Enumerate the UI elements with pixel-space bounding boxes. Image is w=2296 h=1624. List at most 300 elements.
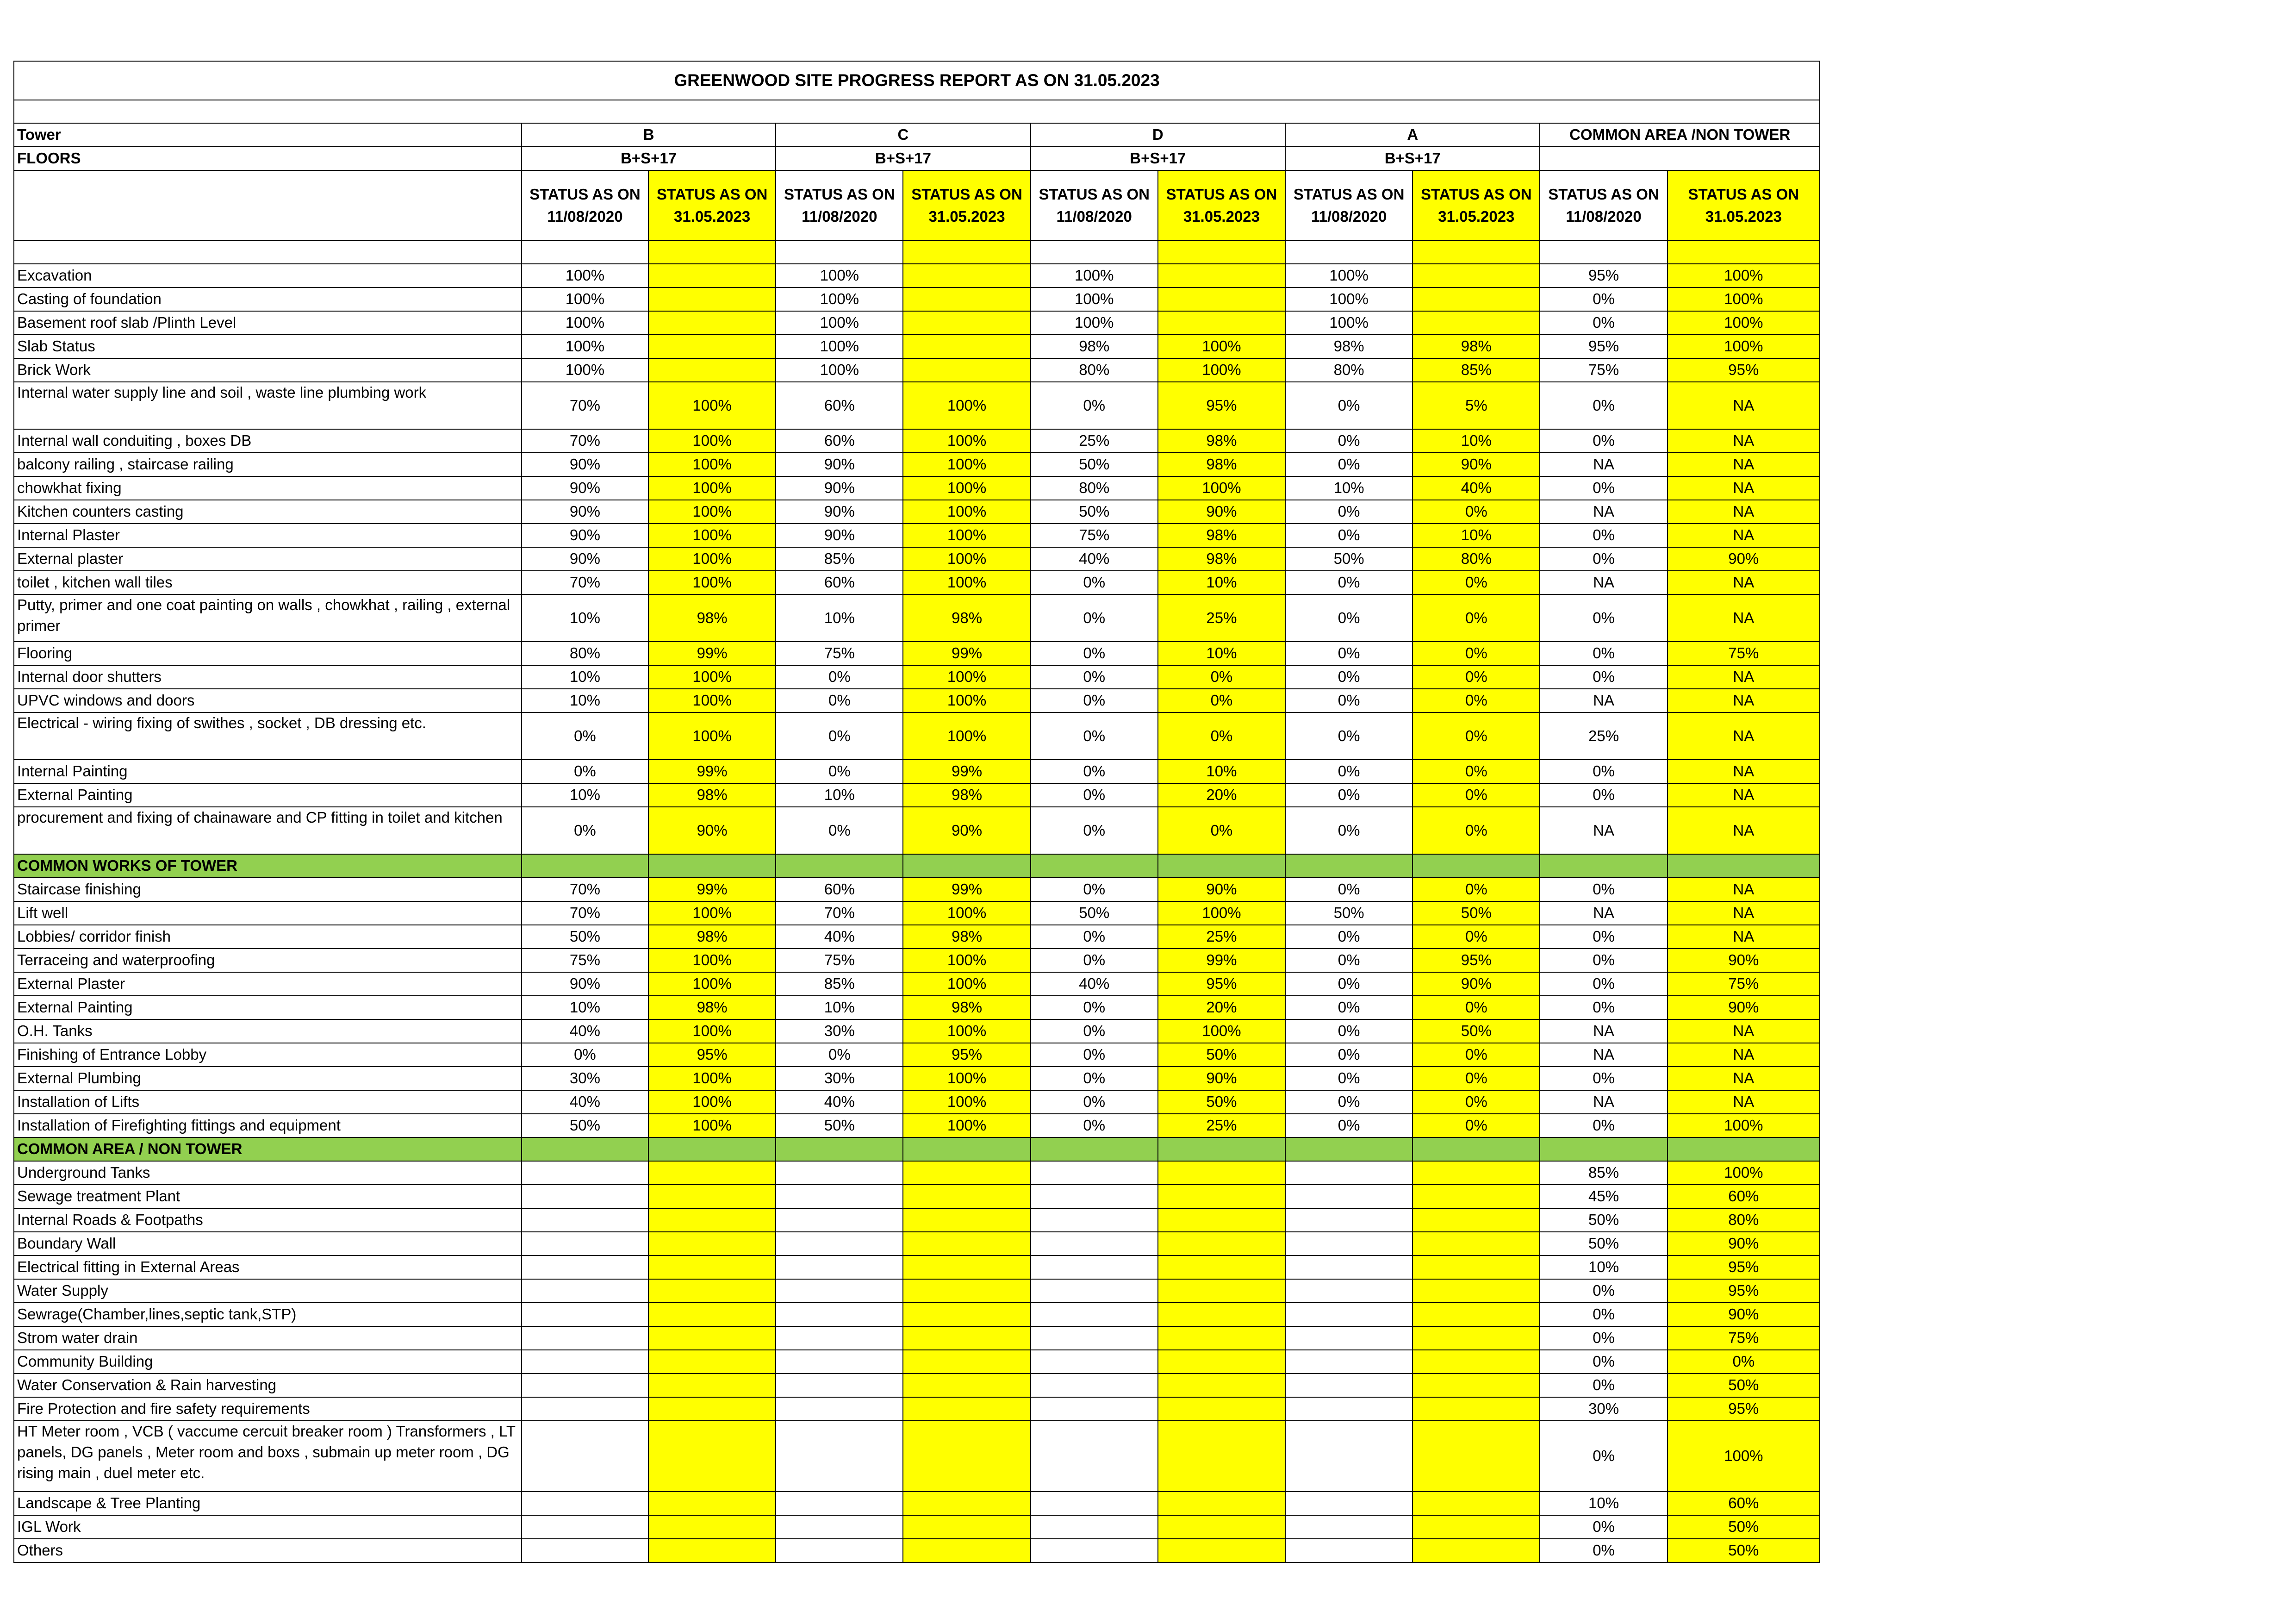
- status-new-cell: 50%: [1668, 1515, 1820, 1539]
- status-old-cell: NA: [1540, 1019, 1667, 1043]
- status-old-cell: 90%: [522, 524, 648, 547]
- status-old-cell: 50%: [1031, 453, 1158, 476]
- status-old-cell: 90%: [522, 547, 648, 571]
- status-old-cell: NA: [1540, 1043, 1667, 1067]
- status-old-cell: [1285, 1350, 1412, 1374]
- activity-label: Slab Status: [14, 335, 522, 358]
- status-old-cell: 60%: [776, 429, 903, 453]
- activity-label: Others: [14, 1539, 522, 1562]
- status-old-cell: 95%: [1540, 264, 1667, 287]
- status-new-cell: [903, 287, 1030, 311]
- status-new-cell: 75%: [1668, 1326, 1820, 1350]
- status-new-cell: 50%: [1158, 1090, 1285, 1114]
- status-new-cell: 100%: [903, 712, 1030, 760]
- activity-label: Lift well: [14, 901, 522, 925]
- status-old-cell: NA: [1540, 500, 1667, 524]
- status-old-cell: 0%: [1540, 760, 1667, 783]
- status-old-cell: 0%: [1540, 1539, 1667, 1562]
- section-fill-cell: [903, 1137, 1030, 1161]
- status-old-cell: 80%: [1285, 358, 1412, 382]
- status-new-cell: 90%: [1668, 996, 1820, 1019]
- table-row: [14, 429, 1820, 453]
- activity-label: Electrical - wiring fixing of swithes , socket , DB dressing etc.: [14, 712, 522, 760]
- status-new-cell: 100%: [903, 476, 1030, 500]
- status-new-cell: NA: [1668, 382, 1820, 429]
- status-old-cell: 40%: [1031, 972, 1158, 996]
- status-new-cell: NA: [1668, 689, 1820, 712]
- status-old-cell: 0%: [1540, 1421, 1667, 1492]
- status-old-cell: [776, 1232, 903, 1255]
- status-header-old: STATUS AS ON 11/08/2020: [1540, 170, 1667, 241]
- status-new-cell: 98%: [1158, 453, 1285, 476]
- status-new-cell: [1158, 1232, 1285, 1255]
- status-new-cell: 100%: [903, 571, 1030, 594]
- status-new-cell: NA: [1668, 500, 1820, 524]
- status-header-new: STATUS AS ON 31.05.2023: [1158, 170, 1285, 241]
- status-new-cell: 0%: [1412, 783, 1540, 807]
- section-title: COMMON AREA / NON TOWER: [14, 1137, 522, 1161]
- status-new-cell: [903, 1279, 1030, 1303]
- status-old-cell: 85%: [776, 972, 903, 996]
- status-old-cell: [1031, 1397, 1158, 1421]
- status-old-cell: 0%: [1540, 1515, 1667, 1539]
- status-new-cell: 95%: [903, 1043, 1030, 1067]
- status-header-new: STATUS AS ON 31.05.2023: [648, 170, 776, 241]
- status-header-new: STATUS AS ON 31.05.2023: [1412, 170, 1540, 241]
- activity-label: toilet , kitchen wall tiles: [14, 571, 522, 594]
- status-new-cell: 100%: [903, 547, 1030, 571]
- status-old-cell: 80%: [1031, 358, 1158, 382]
- status-header-blank: [14, 170, 522, 241]
- status-old-cell: [522, 1303, 648, 1326]
- status-new-cell: 95%: [1158, 382, 1285, 429]
- status-old-cell: [1031, 1539, 1158, 1562]
- status-old-cell: 85%: [776, 547, 903, 571]
- status-new-cell: 5%: [1412, 382, 1540, 429]
- section-fill-cell: [1412, 1137, 1540, 1161]
- status-old-cell: 0%: [1540, 429, 1667, 453]
- status-new-cell: NA: [1668, 594, 1820, 642]
- status-old-cell: [1285, 1492, 1412, 1515]
- status-old-cell: 30%: [776, 1019, 903, 1043]
- status-old-cell: 60%: [776, 571, 903, 594]
- status-new-cell: 0%: [1412, 807, 1540, 854]
- status-new-cell: [903, 1161, 1030, 1185]
- table-row: [14, 1539, 1820, 1562]
- status-old-cell: 40%: [776, 925, 903, 949]
- status-new-cell: [903, 1303, 1030, 1326]
- status-new-cell: [1412, 1421, 1540, 1492]
- status-old-cell: 90%: [522, 500, 648, 524]
- status-old-cell: 0%: [1285, 665, 1412, 689]
- tower-c-header: C: [776, 123, 1030, 147]
- table-row: [14, 311, 1820, 335]
- activity-label: Internal Painting: [14, 760, 522, 783]
- status-new-cell: 100%: [903, 453, 1030, 476]
- status-new-cell: 98%: [1412, 335, 1540, 358]
- status-new-cell: 0%: [1412, 500, 1540, 524]
- status-new-cell: NA: [1668, 783, 1820, 807]
- table-row: [14, 500, 1820, 524]
- activity-label: External Plaster: [14, 972, 522, 996]
- table-row: [14, 807, 1820, 854]
- status-old-cell: 50%: [1540, 1208, 1667, 1232]
- status-old-cell: 0%: [776, 689, 903, 712]
- status-new-cell: NA: [1668, 760, 1820, 783]
- status-old-cell: 0%: [1285, 972, 1412, 996]
- table-row: [14, 760, 1820, 783]
- status-new-cell: 90%: [1668, 949, 1820, 972]
- status-new-cell: NA: [1668, 1043, 1820, 1067]
- section-fill-cell: [1412, 854, 1540, 878]
- status-old-cell: 0%: [1285, 807, 1412, 854]
- table-row: [14, 712, 1820, 760]
- status-new-cell: [903, 1397, 1030, 1421]
- status-new-cell: 10%: [1412, 429, 1540, 453]
- status-new-cell: [1412, 1374, 1540, 1397]
- status-old-cell: 70%: [522, 429, 648, 453]
- status-new-cell: 100%: [903, 949, 1030, 972]
- table-row: [14, 689, 1820, 712]
- status-new-cell: 90%: [1412, 972, 1540, 996]
- status-new-cell: 75%: [1668, 642, 1820, 665]
- status-old-cell: 70%: [522, 382, 648, 429]
- status-new-cell: 25%: [1158, 925, 1285, 949]
- section-fill-cell: [522, 854, 648, 878]
- section-header-row: [14, 1137, 1820, 1161]
- table-row: [14, 972, 1820, 996]
- status-new-cell: 95%: [1412, 949, 1540, 972]
- activity-label: Internal Plaster: [14, 524, 522, 547]
- status-old-cell: 0%: [1031, 382, 1158, 429]
- status-new-cell: [1158, 1185, 1285, 1208]
- status-new-cell: 100%: [648, 524, 776, 547]
- activity-label: Lobbies/ corridor finish: [14, 925, 522, 949]
- table-row: [14, 949, 1820, 972]
- activity-label: External Painting: [14, 783, 522, 807]
- status-new-cell: 100%: [648, 382, 776, 429]
- blank-cell: [1031, 241, 1158, 264]
- status-old-cell: 0%: [1540, 1326, 1667, 1350]
- status-new-cell: 100%: [903, 901, 1030, 925]
- activity-label: Putty, primer and one coat painting on walls , chowkhat , railing , external primer: [14, 594, 522, 642]
- tower-b-header: B: [522, 123, 776, 147]
- table-row: [14, 1421, 1820, 1492]
- status-new-cell: 99%: [903, 642, 1030, 665]
- status-old-cell: 0%: [1540, 594, 1667, 642]
- section-fill-cell: [1031, 854, 1158, 878]
- status-old-cell: 40%: [522, 1090, 648, 1114]
- status-new-cell: NA: [1668, 807, 1820, 854]
- status-new-cell: 100%: [903, 1090, 1030, 1114]
- status-new-cell: [1412, 1161, 1540, 1185]
- activity-label: Electrical fitting in External Areas: [14, 1255, 522, 1279]
- status-old-cell: 25%: [1031, 429, 1158, 453]
- status-old-cell: NA: [1540, 901, 1667, 925]
- status-old-cell: 50%: [1540, 1232, 1667, 1255]
- status-old-cell: [1031, 1374, 1158, 1397]
- status-new-cell: 0%: [1158, 712, 1285, 760]
- status-new-cell: 98%: [903, 996, 1030, 1019]
- status-new-cell: NA: [1668, 925, 1820, 949]
- status-new-cell: [648, 335, 776, 358]
- status-old-cell: 0%: [1540, 1114, 1667, 1137]
- section-fill-cell: [1158, 854, 1285, 878]
- status-old-cell: 0%: [1540, 287, 1667, 311]
- status-old-cell: 100%: [1285, 264, 1412, 287]
- section-fill-cell: [776, 854, 903, 878]
- status-new-cell: [903, 264, 1030, 287]
- status-new-cell: 90%: [1412, 453, 1540, 476]
- status-old-cell: [1031, 1303, 1158, 1326]
- status-old-cell: 90%: [522, 453, 648, 476]
- table-row: [14, 358, 1820, 382]
- table-row: [14, 1185, 1820, 1208]
- status-old-cell: [1285, 1303, 1412, 1326]
- status-new-cell: 95%: [1668, 1397, 1820, 1421]
- status-old-cell: 0%: [1285, 925, 1412, 949]
- activity-label: Underground Tanks: [14, 1161, 522, 1185]
- activity-label: Flooring: [14, 642, 522, 665]
- status-new-cell: 10%: [1158, 571, 1285, 594]
- status-old-cell: [522, 1397, 648, 1421]
- status-new-cell: 10%: [1158, 642, 1285, 665]
- status-new-cell: 100%: [1668, 287, 1820, 311]
- activity-label: External Plumbing: [14, 1067, 522, 1090]
- status-old-cell: 10%: [522, 594, 648, 642]
- section-fill-cell: [1668, 854, 1820, 878]
- status-header-old: STATUS AS ON 11/08/2020: [776, 170, 903, 241]
- status-new-cell: [1158, 311, 1285, 335]
- status-old-cell: 0%: [1540, 1279, 1667, 1303]
- status-old-cell: 10%: [522, 665, 648, 689]
- status-new-cell: 100%: [648, 429, 776, 453]
- status-new-cell: NA: [1668, 476, 1820, 500]
- status-old-cell: [1031, 1208, 1158, 1232]
- activity-label: External plaster: [14, 547, 522, 571]
- status-old-cell: 80%: [522, 642, 648, 665]
- status-old-cell: 0%: [1285, 500, 1412, 524]
- status-new-cell: 90%: [1668, 1232, 1820, 1255]
- status-old-cell: 10%: [522, 783, 648, 807]
- status-old-cell: 50%: [1285, 547, 1412, 571]
- status-new-cell: 0%: [1412, 1043, 1540, 1067]
- activity-label: O.H. Tanks: [14, 1019, 522, 1043]
- status-new-cell: [648, 1185, 776, 1208]
- status-old-cell: 75%: [776, 949, 903, 972]
- status-old-cell: [776, 1208, 903, 1232]
- tower-a-floors: B+S+17: [1285, 147, 1540, 170]
- section-fill-cell: [1158, 1137, 1285, 1161]
- status-new-cell: 25%: [1158, 594, 1285, 642]
- status-old-cell: 0%: [1031, 783, 1158, 807]
- status-old-cell: 0%: [1540, 311, 1667, 335]
- spacer-row: [14, 100, 1820, 123]
- status-new-cell: 100%: [648, 901, 776, 925]
- status-old-cell: [1285, 1421, 1412, 1492]
- status-old-cell: 0%: [1540, 665, 1667, 689]
- status-old-cell: [1285, 1208, 1412, 1232]
- table-row: [14, 571, 1820, 594]
- activity-label: Internal Roads & Footpaths: [14, 1208, 522, 1232]
- status-new-cell: NA: [1668, 571, 1820, 594]
- status-old-cell: 50%: [1031, 901, 1158, 925]
- status-old-cell: 10%: [1540, 1492, 1667, 1515]
- status-old-cell: 0%: [1540, 972, 1667, 996]
- status-new-cell: 100%: [903, 1019, 1030, 1043]
- tower-d-floors: B+S+17: [1031, 147, 1285, 170]
- status-new-cell: 100%: [1158, 358, 1285, 382]
- section-fill-cell: [1540, 854, 1667, 878]
- status-new-cell: [1412, 1208, 1540, 1232]
- status-new-cell: 0%: [1412, 878, 1540, 901]
- status-new-cell: [648, 287, 776, 311]
- status-old-cell: 50%: [522, 925, 648, 949]
- section-fill-cell: [1668, 1137, 1820, 1161]
- table-row: [14, 1397, 1820, 1421]
- activity-label: Finishing of Entrance Lobby: [14, 1043, 522, 1067]
- status-old-cell: [1285, 1232, 1412, 1255]
- status-new-cell: [903, 1350, 1030, 1374]
- status-new-cell: 100%: [648, 476, 776, 500]
- status-old-cell: 0%: [1031, 1043, 1158, 1067]
- status-old-cell: 0%: [1285, 1019, 1412, 1043]
- table-row: [14, 901, 1820, 925]
- status-new-cell: [1412, 1539, 1540, 1562]
- blank-cell: [1668, 241, 1820, 264]
- status-old-cell: [522, 1208, 648, 1232]
- status-old-cell: 0%: [776, 1043, 903, 1067]
- common-area-header: COMMON AREA /NON TOWER: [1540, 123, 1820, 147]
- status-old-cell: 100%: [1031, 287, 1158, 311]
- status-old-cell: [1031, 1161, 1158, 1185]
- status-old-cell: [522, 1492, 648, 1515]
- status-old-cell: [1031, 1350, 1158, 1374]
- status-new-cell: 0%: [1412, 1090, 1540, 1114]
- status-old-cell: 0%: [1285, 429, 1412, 453]
- status-old-cell: 0%: [522, 807, 648, 854]
- status-old-cell: [776, 1539, 903, 1562]
- status-old-cell: 50%: [1031, 500, 1158, 524]
- status-old-cell: 85%: [1540, 1161, 1667, 1185]
- activity-label: Brick Work: [14, 358, 522, 382]
- status-old-cell: 100%: [1285, 311, 1412, 335]
- status-old-cell: 0%: [1285, 571, 1412, 594]
- status-new-cell: 90%: [648, 807, 776, 854]
- status-old-cell: [1285, 1279, 1412, 1303]
- section-fill-cell: [776, 1137, 903, 1161]
- status-new-cell: [1412, 264, 1540, 287]
- activity-label: IGL Work: [14, 1515, 522, 1539]
- table-row: [14, 287, 1820, 311]
- status-new-cell: [1412, 1397, 1540, 1421]
- status-new-cell: 0%: [1412, 642, 1540, 665]
- status-new-cell: 90%: [1158, 1067, 1285, 1090]
- activity-label: Sewrage(Chamber,lines,septic tank,STP): [14, 1303, 522, 1326]
- activity-label: External Painting: [14, 996, 522, 1019]
- status-old-cell: 0%: [1031, 925, 1158, 949]
- table-row: [14, 453, 1820, 476]
- blank-cell: [776, 241, 903, 264]
- status-old-cell: 10%: [1285, 476, 1412, 500]
- status-old-cell: 98%: [1031, 335, 1158, 358]
- status-old-cell: 0%: [1285, 642, 1412, 665]
- status-new-cell: [903, 1232, 1030, 1255]
- status-header-new: STATUS AS ON 31.05.2023: [903, 170, 1030, 241]
- status-new-cell: 20%: [1158, 996, 1285, 1019]
- section-fill-cell: [1031, 1137, 1158, 1161]
- status-old-cell: 0%: [1285, 594, 1412, 642]
- status-new-cell: 100%: [1158, 901, 1285, 925]
- status-new-cell: 100%: [1158, 1019, 1285, 1043]
- status-new-cell: 98%: [648, 594, 776, 642]
- activity-label: chowkhat fixing: [14, 476, 522, 500]
- status-old-cell: [522, 1161, 648, 1185]
- table-row: [14, 335, 1820, 358]
- status-old-cell: 0%: [1285, 949, 1412, 972]
- status-new-cell: [903, 1492, 1030, 1515]
- status-new-cell: 100%: [1668, 1114, 1820, 1137]
- status-old-cell: [1285, 1374, 1412, 1397]
- status-header-new: STATUS AS ON 31.05.2023: [1668, 170, 1820, 241]
- status-old-cell: 0%: [1540, 878, 1667, 901]
- status-old-cell: 70%: [522, 901, 648, 925]
- status-new-cell: 25%: [1158, 1114, 1285, 1137]
- status-new-cell: 99%: [648, 642, 776, 665]
- status-new-cell: [1158, 287, 1285, 311]
- status-old-cell: [776, 1397, 903, 1421]
- status-new-cell: 98%: [903, 783, 1030, 807]
- status-header-old: STATUS AS ON 11/08/2020: [1285, 170, 1412, 241]
- table-row: [14, 1492, 1820, 1515]
- table-row: [14, 783, 1820, 807]
- status-new-cell: 100%: [1158, 335, 1285, 358]
- status-new-cell: [903, 358, 1030, 382]
- blank-cell: [1540, 241, 1667, 264]
- status-old-cell: [776, 1515, 903, 1539]
- status-old-cell: 90%: [522, 476, 648, 500]
- status-old-cell: [776, 1185, 903, 1208]
- status-new-cell: [1412, 1492, 1540, 1515]
- status-old-cell: 0%: [1285, 1114, 1412, 1137]
- status-old-cell: NA: [1540, 807, 1667, 854]
- activity-label: Community Building: [14, 1350, 522, 1374]
- table-row: [14, 1374, 1820, 1397]
- activity-label: Strom water drain: [14, 1326, 522, 1350]
- status-new-cell: 100%: [1668, 311, 1820, 335]
- status-new-cell: 100%: [903, 382, 1030, 429]
- status-old-cell: 0%: [1031, 665, 1158, 689]
- status-new-cell: 100%: [648, 1114, 776, 1137]
- status-new-cell: 0%: [1412, 712, 1540, 760]
- status-new-cell: [1412, 1185, 1540, 1208]
- blank-cell: [1285, 241, 1412, 264]
- status-old-cell: 10%: [522, 996, 648, 1019]
- status-new-cell: 100%: [1668, 264, 1820, 287]
- status-old-cell: 0%: [1285, 453, 1412, 476]
- status-old-cell: NA: [1540, 453, 1667, 476]
- status-old-cell: 0%: [776, 760, 903, 783]
- status-old-cell: 0%: [1540, 642, 1667, 665]
- status-old-cell: 60%: [776, 382, 903, 429]
- status-new-cell: 75%: [1668, 972, 1820, 996]
- status-new-cell: 100%: [903, 524, 1030, 547]
- status-old-cell: 100%: [522, 335, 648, 358]
- status-new-cell: 100%: [903, 1067, 1030, 1090]
- status-old-cell: 50%: [522, 1114, 648, 1137]
- activity-label: Terraceing and waterproofing: [14, 949, 522, 972]
- activity-label: Kitchen counters casting: [14, 500, 522, 524]
